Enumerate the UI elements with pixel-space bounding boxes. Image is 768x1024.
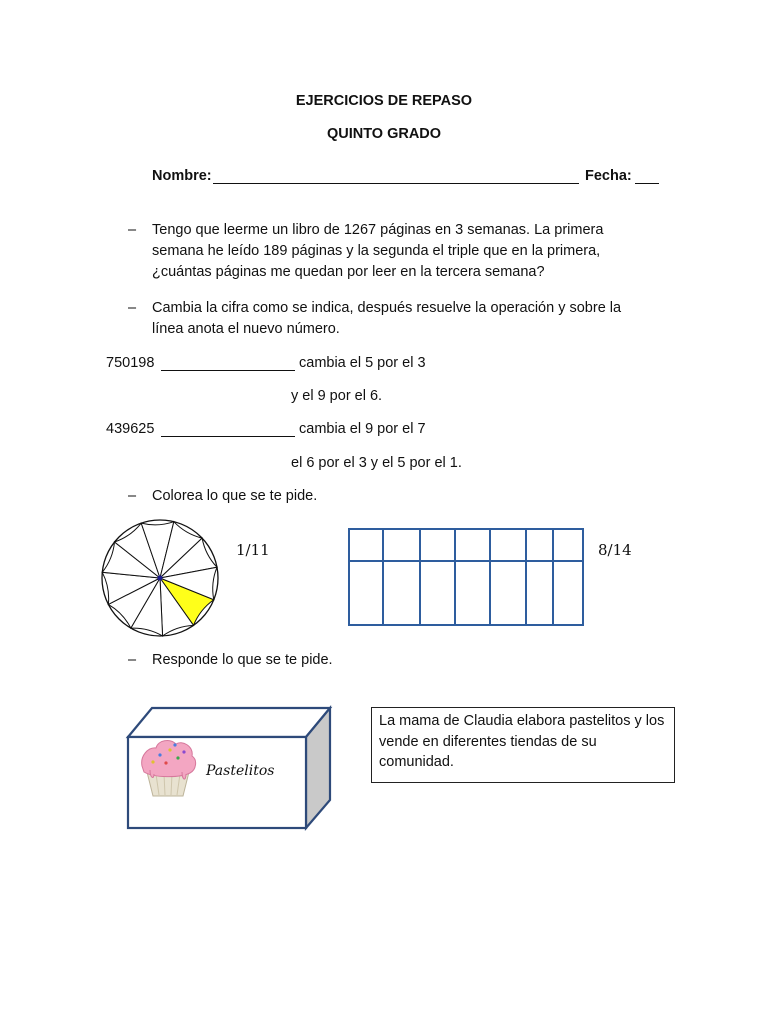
bullet-dash: –: [128, 652, 137, 668]
q1-line3: ¿cuántas páginas me quedan por leer en la tercera semana?: [152, 264, 545, 280]
bullet-dash: –: [128, 300, 137, 316]
number-1-instruction-2: y el 9 por el 6.: [291, 388, 383, 404]
pastelitos-box-label: Pastelitos: [206, 763, 275, 779]
grid-cell[interactable]: [420, 561, 455, 625]
grid-cell[interactable]: [349, 561, 383, 625]
grid-cell[interactable]: [420, 529, 455, 561]
grid-cell[interactable]: [383, 561, 420, 625]
q2-line2: línea anota el nuevo número.: [152, 321, 340, 337]
grid-cell[interactable]: [383, 529, 420, 561]
fraction-grid[interactable]: [347, 527, 586, 628]
grid-cell[interactable]: [490, 561, 526, 625]
grid-cell[interactable]: [490, 529, 526, 561]
answer-line-2[interactable]: [161, 436, 295, 437]
number-2-instruction: cambia el 9 por el 7: [299, 421, 426, 437]
grid-cell[interactable]: [455, 529, 490, 561]
name-label: Nombre:: [152, 168, 212, 184]
circle-center-dot: [157, 575, 162, 580]
date-label: Fecha:: [585, 168, 632, 184]
fraction-circle-label: 1/11: [236, 541, 270, 559]
bullet-dash: –: [128, 222, 137, 238]
fraction-circle[interactable]: [96, 514, 226, 644]
date-field[interactable]: [635, 183, 659, 184]
worksheet-subtitle: QUINTO GRADO: [326, 126, 442, 142]
grid-cell[interactable]: [553, 561, 583, 625]
grid-cell[interactable]: [526, 561, 553, 625]
grid-cell[interactable]: [455, 561, 490, 625]
problem-text-box: La mama de Claudia elabora pastelitos y los vende en diferentes tiendas de su comunidad.: [371, 707, 675, 783]
name-field[interactable]: [213, 183, 579, 184]
grid-cell[interactable]: [553, 529, 583, 561]
number-2: 439625: [106, 421, 155, 437]
grid-cell[interactable]: [349, 529, 383, 561]
worksheet-title: EJERCICIOS DE REPASO: [295, 93, 473, 109]
respond-instruction: Responde lo que se te pide.: [152, 652, 333, 668]
number-1: 750198: [106, 355, 155, 371]
number-1-instruction: cambia el 5 por el 3: [299, 355, 426, 371]
fraction-grid-label: 8/14: [598, 541, 632, 559]
grid-cell[interactable]: [526, 529, 553, 561]
number-2-instruction-2: el 6 por el 3 y el 5 por el 1.: [291, 455, 462, 471]
answer-line-1[interactable]: [161, 370, 295, 371]
q1-line1: Tengo que leerme un libro de 1267 páginas en 3 semanas. La primera: [152, 222, 604, 238]
box-top-face: [128, 708, 330, 737]
color-instruction: Colorea lo que se te pide.: [152, 488, 318, 504]
pastelitos-box-illustration: [120, 700, 340, 836]
q1-line2: semana he leído 189 páginas y la segunda el triple que en la primera,: [152, 243, 601, 259]
bullet-dash: –: [128, 488, 137, 504]
q2-line1: Cambia la cifra como se indica, después resuelve la operación y sobre la: [152, 300, 622, 316]
